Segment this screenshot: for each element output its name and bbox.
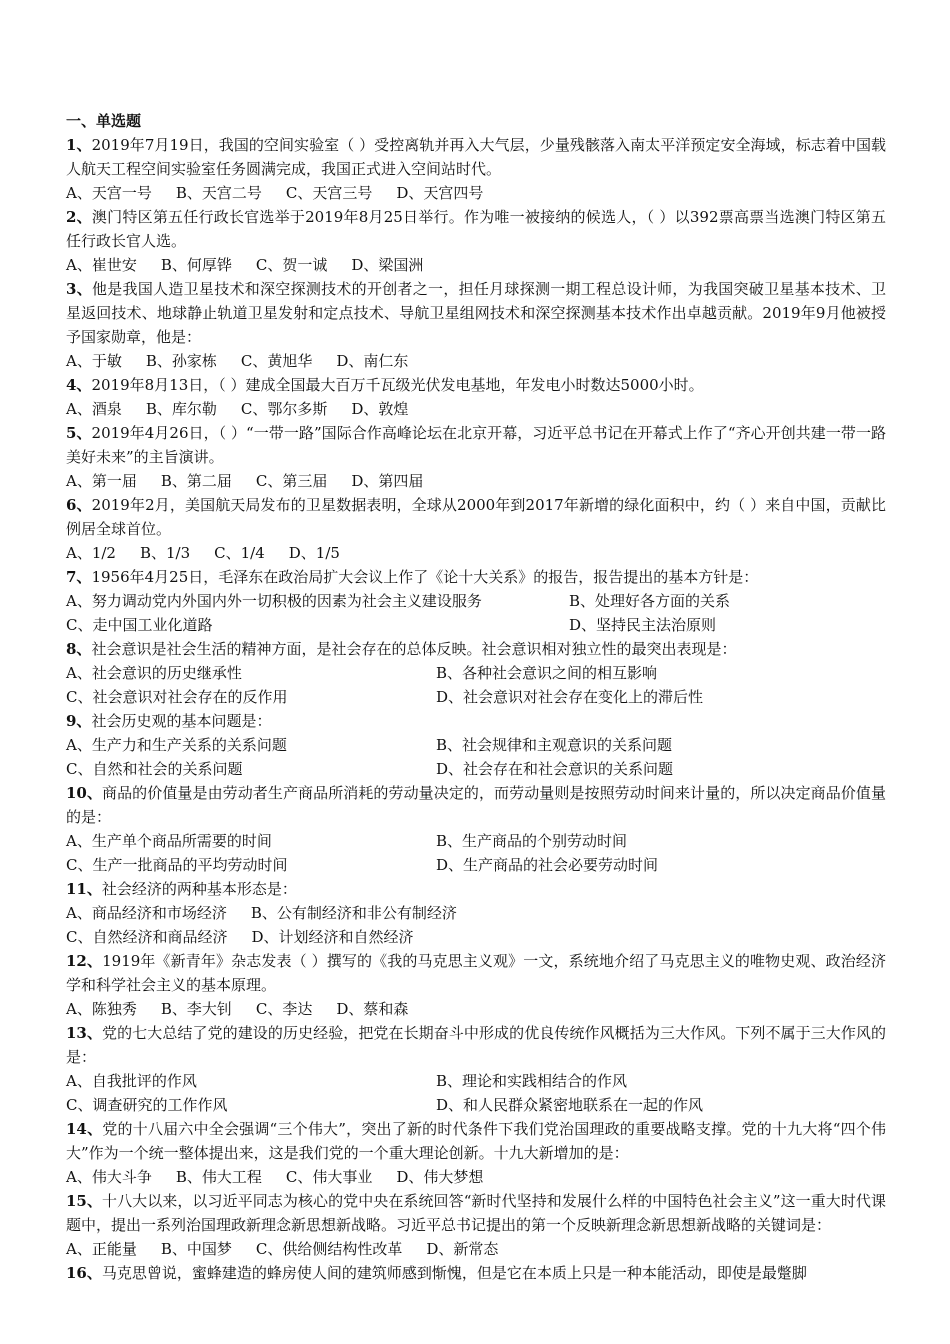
option-d: D、敦煌 [351, 400, 409, 418]
question-number: 3、 [66, 280, 92, 298]
question-stem [66, 565, 886, 589]
question-text: 2019年4月26日，（ ）“一带一路”国际合作高峰论坛在北京开幕，习近平总书记在开幕式上作了“齐心开创共建一带一路美好未来”的主旨演讲。 [66, 424, 886, 466]
option-a: A、商品经济和市场经济 [66, 904, 227, 922]
question-text: 社会经济的两种基本形态是： [101, 880, 297, 898]
option-a: A、自我批评的作风 [66, 1072, 197, 1090]
option-d: D、生产商品的社会必要劳动时间 [436, 856, 659, 874]
question-text: 2019年8月13日，（ ）建成全国最大百万千瓦级光伏发电基地，年发电小时数达5000小时。 [91, 376, 704, 394]
question-text: 马克思曾说，蜜蜂建造的蜂房使人间的建筑师感到惭愧，但是它在本质上只是一种本能活动，即使是最蹩脚 [101, 1264, 807, 1282]
option-a: A、社会意识的历史继承性 [66, 664, 242, 682]
question-14 [66, 1117, 886, 1189]
option-a: A、崔世安 [66, 256, 137, 274]
question-7 [66, 565, 886, 637]
option-d: D、第四届 [351, 472, 424, 490]
option-d: D、天宫四号 [396, 184, 484, 202]
option-d: D、计划经济和自然经济 [251, 928, 414, 946]
option-d: D、蔡和森 [336, 1000, 409, 1018]
question-text: 2019年2月，美国航天局发布的卫星数据表明，全球从2000年到2017年新增的绿化面积中，约（ ）来自中国，贡献比例居全球首位。 [66, 496, 886, 538]
option-c: C、1/4 [214, 544, 265, 562]
question-stem [66, 637, 886, 661]
option-a: A、正能量 [66, 1240, 137, 1258]
question-10 [66, 781, 886, 877]
question-13 [66, 1021, 886, 1117]
option-a: A、生产力和生产关系的关系问题 [66, 736, 287, 754]
question-stem [66, 1021, 886, 1069]
option-c: C、李达 [255, 1000, 313, 1018]
option-b: B、何厚铧 [160, 256, 232, 274]
question-stem [66, 709, 886, 733]
option-b: B、理论和实践相结合的作风 [436, 1072, 628, 1090]
option-d: D、和人民群众紧密地联系在一起的作风 [436, 1096, 704, 1114]
question-1 [66, 133, 886, 205]
options-row [66, 1237, 886, 1261]
option-c: C、调查研究的工作作风 [66, 1096, 228, 1114]
question-text: 商品的价值量是由劳动者生产商品所消耗的劳动量决定的，而劳动量则是按照劳动时间来计量的，所以决定商品价值量的是： [66, 784, 886, 826]
option-b: B、天宫二号 [175, 184, 262, 202]
option-c: C、走中国工业化道路 [66, 616, 213, 634]
option-b: B、公有制经济和非公有制经济 [250, 904, 457, 922]
option-a: A、酒泉 [66, 400, 122, 418]
exam-page [66, 109, 886, 1285]
options-grid [66, 1069, 886, 1117]
question-11 [66, 877, 886, 949]
options-row [66, 181, 886, 205]
option-b: B、中国梦 [160, 1240, 232, 1258]
options-row [66, 253, 886, 277]
option-c: C、第三届 [255, 472, 328, 490]
question-2 [66, 205, 886, 277]
question-number: 1、 [66, 136, 92, 154]
options-row [66, 901, 886, 925]
section-title: 一、单选题 [66, 112, 142, 130]
options-grid [66, 661, 886, 709]
question-stem [66, 493, 886, 541]
options-grid [66, 589, 886, 637]
options-row [66, 469, 886, 493]
question-stem [66, 1117, 886, 1165]
question-text: 澳门特区第五任行政长官选举于2019年8月25日举行。作为唯一被接纳的候选人，（ ）以392票高票当选澳门特区第五任行政长官人选。 [66, 208, 887, 250]
question-text: 党的十八届六中全会强调“三个伟大”，突出了新的时代条件下我们党治国理政的重要战略支撑。党的十九大将“四个伟大”作为一个统一整体提出来，这是我们党的一个重大理论创新。十九大新增加的是： [66, 1120, 887, 1162]
options-row [66, 349, 886, 373]
question-stem [66, 1261, 886, 1285]
question-number: 10、 [66, 784, 103, 802]
options-grid [66, 829, 886, 877]
question-number: 8、 [66, 640, 92, 658]
question-5 [66, 421, 886, 493]
question-number: 5、 [66, 424, 92, 442]
option-b: B、李大钊 [160, 1000, 232, 1018]
option-c: C、伟大事业 [285, 1168, 373, 1186]
option-b: B、孙家栋 [145, 352, 217, 370]
option-c: C、自然和社会的关系问题 [66, 760, 243, 778]
option-d: D、社会意识对社会存在变化上的滞后性 [436, 688, 704, 706]
question-text: 2019年7月19日，我国的空间实验室（ ）受控离轨并再入大气层，少量残骸落入南太平洋预定安全海域，标志着中国载人航天工程空间实验室任务圆满完成，我国正式进入空间站时代。 [66, 136, 887, 178]
options-row [66, 397, 886, 421]
question-text: 他是我国人造卫星技术和深空探测技术的开创者之一，担任月球探测一期工程总设计师，为我国突破卫星基本技术、卫星返回技术、地球静止轨道卫星发射和定点技术、导航卫星组网技术和深空探测基本技术作出卓越贡献。2019年9月他被授予国家勋章，他是： [66, 280, 887, 346]
question-stem [66, 133, 886, 181]
option-d: D、南仁东 [336, 352, 409, 370]
option-a: A、天宫一号 [66, 184, 152, 202]
question-9 [66, 709, 886, 781]
option-c: C、鄂尔多斯 [240, 400, 328, 418]
options-grid [66, 733, 886, 781]
option-b: B、1/3 [139, 544, 191, 562]
question-stem [66, 421, 886, 469]
options-row [66, 925, 886, 949]
option-b: B、生产商品的个别劳动时间 [436, 832, 628, 850]
option-d: D、伟大梦想 [396, 1168, 484, 1186]
option-a: A、第一届 [66, 472, 137, 490]
option-c: C、社会意识对社会存在的反作用 [66, 688, 288, 706]
question-text: 1956年4月25日，毛泽东在政治局扩大会议上作了《论十大关系》的报告，报告提出的基本方针是： [91, 568, 759, 586]
question-number: 15、 [66, 1192, 103, 1210]
question-text: 党的七大总结了党的建设的历史经验，把党在长期奋斗中形成的优良传统作风概括为三大作风。下列不属于三大作风的是： [66, 1024, 886, 1066]
options-row [66, 1165, 886, 1189]
option-c: C、供给侧结构性改革 [255, 1240, 403, 1258]
question-stem [66, 373, 886, 397]
option-b: B、社会规律和主观意识的关系问题 [436, 736, 673, 754]
option-a: A、于敏 [66, 352, 122, 370]
question-16 [66, 1261, 886, 1285]
question-3 [66, 277, 886, 373]
question-text: 社会历史观的基本问题是： [91, 712, 272, 730]
question-number: 12、 [66, 952, 103, 970]
option-a: A、伟大斗争 [66, 1168, 152, 1186]
question-stem [66, 1189, 886, 1237]
option-b: B、第二届 [160, 472, 232, 490]
option-a: A、生产单个商品所需要的时间 [66, 832, 272, 850]
question-stem [66, 205, 886, 253]
option-c: C、贺一诚 [255, 256, 328, 274]
question-number: 14、 [66, 1120, 103, 1138]
question-number: 13、 [66, 1024, 103, 1042]
option-d: D、坚持民主法治原则 [569, 616, 717, 634]
question-number: 9、 [66, 712, 92, 730]
question-stem [66, 277, 886, 349]
options-row [66, 997, 886, 1021]
question-6 [66, 493, 886, 565]
option-d: D、社会存在和社会意识的关系问题 [436, 760, 674, 778]
question-8 [66, 637, 886, 709]
option-d: D、梁国洲 [351, 256, 424, 274]
option-c: C、生产一批商品的平均劳动时间 [66, 856, 288, 874]
option-c: C、自然经济和商品经济 [66, 928, 228, 946]
question-12 [66, 949, 886, 1021]
question-4 [66, 373, 886, 421]
question-number: 11、 [66, 880, 102, 898]
option-b: B、处理好各方面的关系 [569, 592, 731, 610]
question-number: 4、 [66, 376, 92, 394]
question-number: 7、 [66, 568, 92, 586]
option-a: A、陈独秀 [66, 1000, 137, 1018]
question-text: 十八大以来，以习近平同志为核心的党中央在系统回答“新时代坚持和发展什么样的中国特色社会主义”这一重大时代课题中，提出一系列治国理政新理念新思想新战略。习近平总书记提出的第一个反映新理念新思想新战略的关键词是： [66, 1192, 886, 1234]
question-number: 6、 [66, 496, 92, 514]
option-b: B、伟大工程 [175, 1168, 262, 1186]
option-d: D、1/5 [288, 544, 340, 562]
question-stem [66, 949, 886, 997]
question-stem [66, 877, 886, 901]
question-number: 2、 [66, 208, 92, 226]
option-c: C、黄旭华 [240, 352, 313, 370]
question-stem [66, 781, 886, 829]
option-a: A、努力调动党内外国内外一切积极的因素为社会主义建设服务 [66, 592, 482, 610]
question-number: 16、 [66, 1264, 102, 1282]
question-text: 社会意识是社会生活的精神方面，是社会存在的总体反映。社会意识相对独立性的最突出表现是： [91, 640, 737, 658]
option-c: C、天宫三号 [285, 184, 373, 202]
option-a: A、1/2 [66, 544, 116, 562]
options-row [66, 541, 886, 565]
option-b: B、库尔勒 [145, 400, 217, 418]
question-15 [66, 1189, 886, 1261]
option-b: B、各种社会意识之间的相互影响 [436, 664, 658, 682]
option-d: D、新常态 [426, 1240, 499, 1258]
question-text: 1919年《新青年》杂志发表（ ）撰写的《我的马克思主义观》一文，系统地介绍了马克思主义的唯物史观、政治经济学和科学社会主义的基本原理。 [66, 952, 887, 994]
